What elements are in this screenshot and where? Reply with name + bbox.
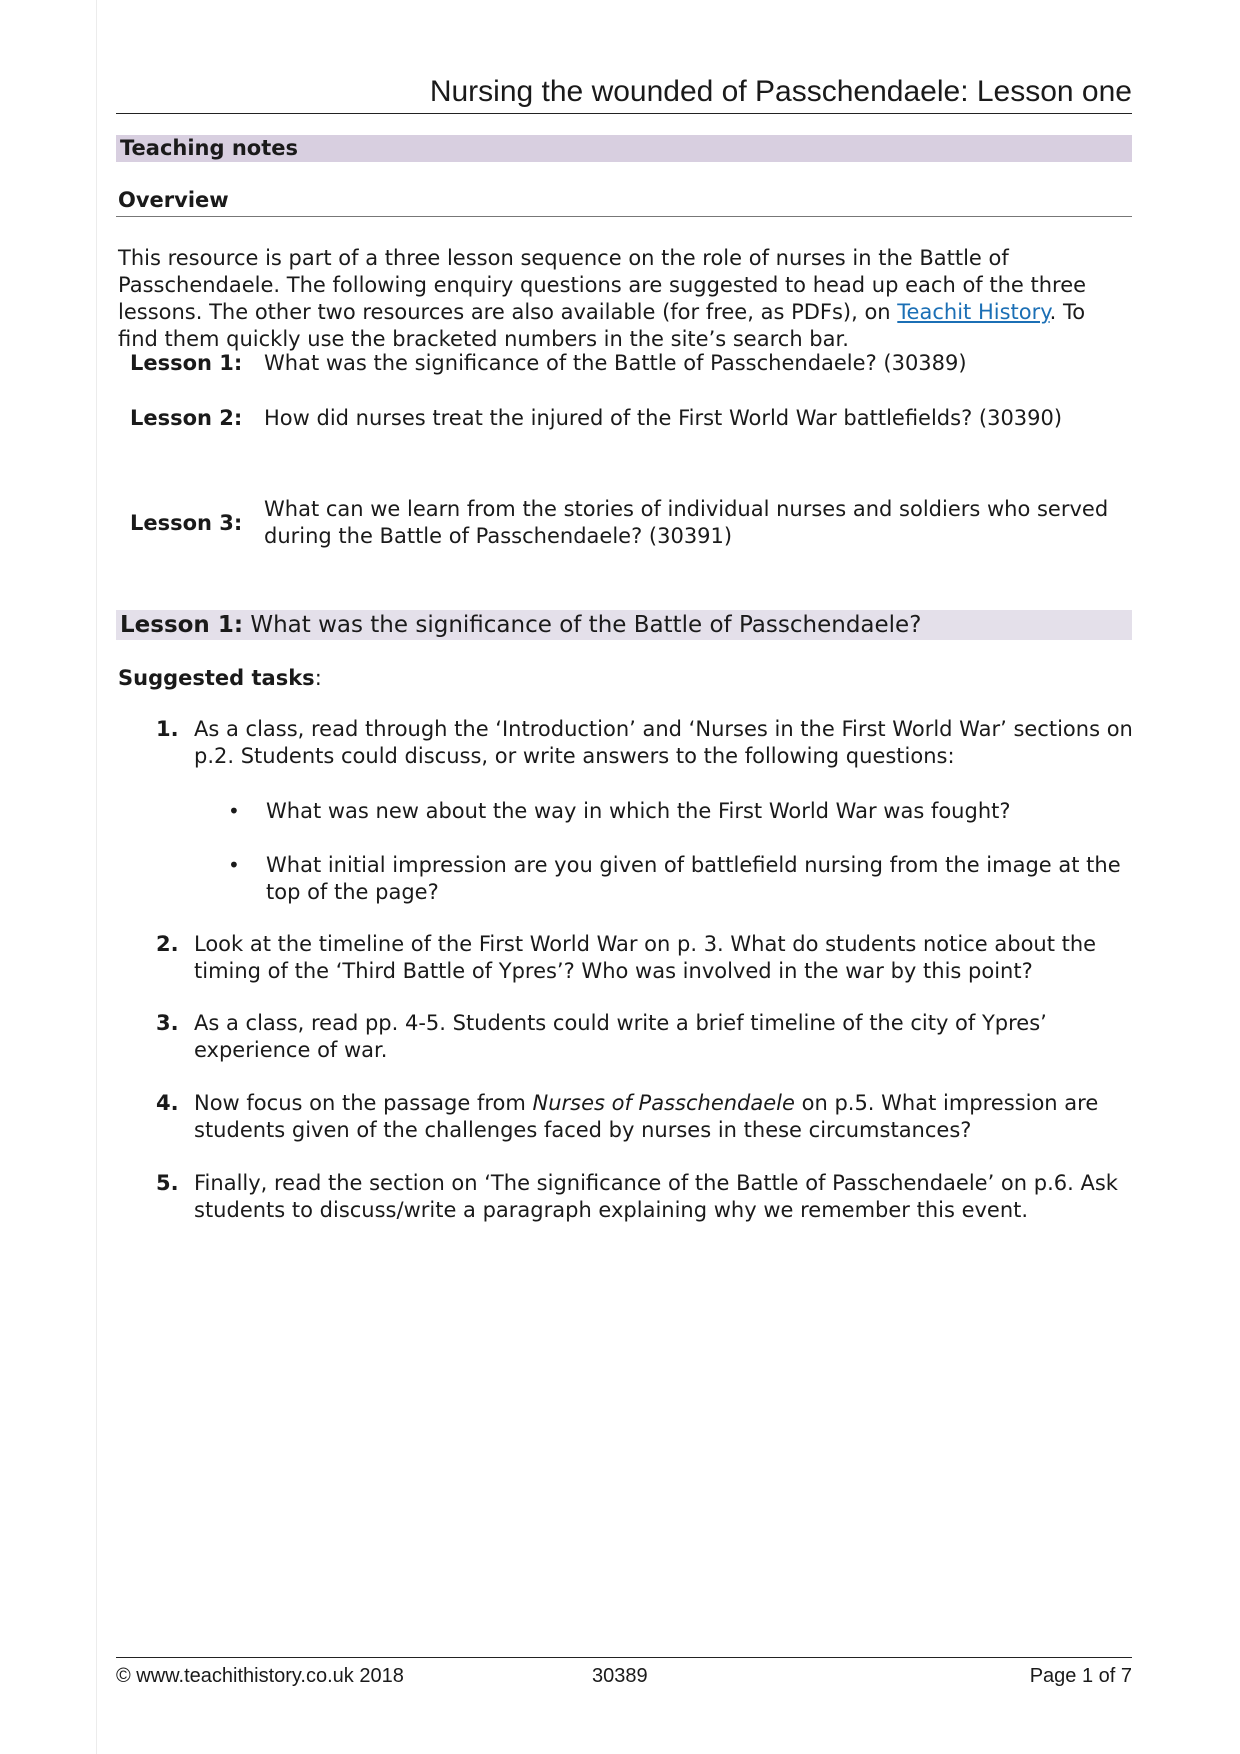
suggested-tasks-title: Suggested tasks	[118, 666, 315, 690]
lesson1-heading-title: What was the significance of the Battle of Passchendaele?	[243, 612, 922, 638]
bullet-text: What initial impression are you given of battlefield nursing from the image at the top of the page?	[266, 853, 1121, 904]
footer-page-number: Page 1 of 7	[1029, 1665, 1132, 1687]
lesson-row-2	[130, 405, 1130, 432]
suggested-tasks-heading	[118, 665, 322, 692]
overview-text-start: This resource is part of a three lesson sequence on the role of nurses in the Battle of Passchendaele. The following enquiry questions are suggested to head up each of the three lessons. The other two resources are also available (for free, as PDFs), on	[118, 246, 1087, 324]
book-title: Nurses of Passchendaele	[532, 1091, 795, 1115]
task-number: 2.	[156, 932, 179, 956]
task-text: As a class, read through the ‘Introduction’ and ‘Nurses in the First World War’ sections on p.2. Students could discuss, or write answers to the following questions:	[194, 717, 1133, 768]
overview-divider	[116, 216, 1132, 217]
task-text: As a class, read pp. 4-5. Students could write a brief timeline of the city of Ypres’ experience of war.	[194, 1011, 1047, 1062]
overview-paragraph	[118, 245, 1118, 353]
task-number: 1.	[156, 717, 179, 741]
lesson-question: What can we learn from the stories of individual nurses and soldiers who served during the Battle of Passchendaele? (30391)	[264, 497, 1109, 548]
overview-text-end: . To find them quickly use the bracketed numbers in the site’s search bar.	[118, 300, 1086, 351]
task-text: Finally, read the section on ‘The significance of the Battle of Passchendaele’ on p.6. Ask students to discuss/write a paragraph explaining why we remember this event.	[194, 1171, 1118, 1222]
lesson-label: Lesson 1:	[130, 351, 243, 375]
task-item-5	[156, 1170, 1136, 1224]
bullet-icon: •	[228, 799, 240, 823]
bullet-item-1	[228, 798, 1138, 825]
lesson-question: What was the significance of the Battle of Passchendaele? (30389)	[264, 351, 967, 375]
teaching-notes-heading: Teaching notes	[116, 135, 1132, 162]
task-item-2	[156, 931, 1136, 985]
lesson-row-1	[130, 350, 1130, 377]
task-number: 4.	[156, 1091, 179, 1115]
task-number: 5.	[156, 1171, 179, 1195]
teachit-history-link[interactable]: Teachit History	[897, 300, 1050, 324]
task-number: 3.	[156, 1011, 179, 1035]
bullet-icon: •	[228, 853, 240, 877]
footer-resource-code: 30389	[592, 1665, 648, 1687]
suggested-tasks-colon: :	[314, 666, 322, 690]
lesson1-heading	[116, 610, 1132, 640]
footer-copyright: © www.teachithistory.co.uk 2018	[116, 1665, 404, 1687]
task-text: Look at the timeline of the First World War on p. 3. What do students notice about the timing of the ‘Third Battle of Ypres’? Who was involved in the war by this point?	[194, 932, 1097, 983]
task-text-start: Now focus on the passage from	[194, 1091, 533, 1115]
lesson-question: How did nurses treat the injured of the First World War battlefields? (30390)	[264, 406, 1063, 430]
task-text-end: on p.5. What impression are students given of the challenges faced by nurses in these circumstances?	[194, 1091, 1099, 1142]
lesson-label: Lesson 3:	[130, 510, 243, 535]
overview-heading: Overview	[118, 188, 229, 212]
document-title: Nursing the wounded of Passchendaele: Lesson one	[116, 74, 1132, 114]
task-item-1	[156, 716, 1136, 770]
footer-divider	[116, 1657, 1132, 1658]
page-margin-edge	[0, 0, 97, 1754]
bullet-text: What was new about the way in which the First World War was fought?	[266, 799, 1011, 823]
task-item-3	[156, 1010, 1136, 1064]
lesson-row-3	[130, 496, 1130, 550]
task-item-4	[156, 1090, 1136, 1144]
task-text	[194, 1090, 1136, 1144]
lesson-label: Lesson 2:	[130, 406, 243, 430]
lesson1-heading-label: Lesson 1:	[120, 612, 244, 638]
bullet-item-2	[228, 852, 1138, 906]
